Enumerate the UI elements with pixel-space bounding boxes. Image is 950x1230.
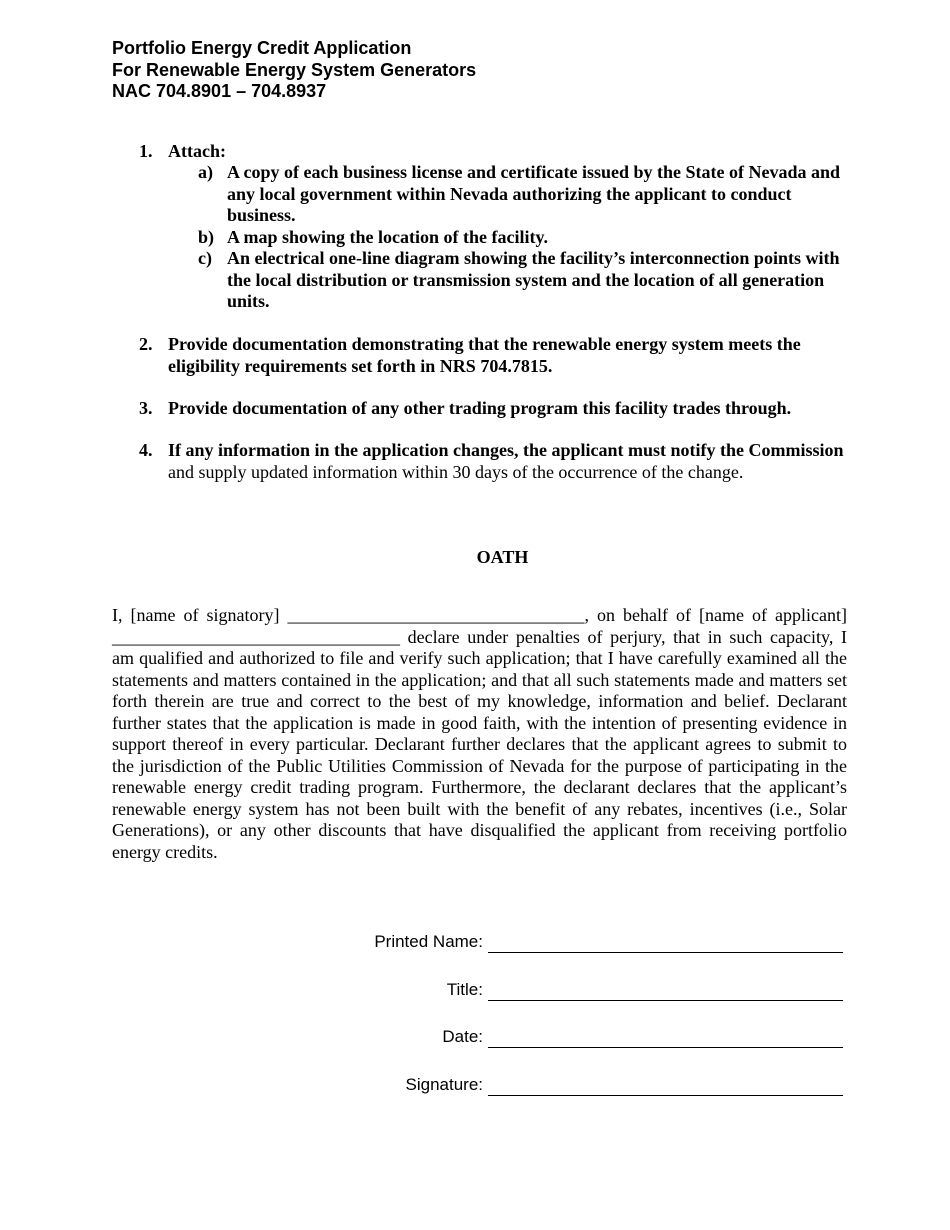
subitem-letter: c) xyxy=(198,248,212,268)
printed-name-line[interactable] xyxy=(488,952,843,953)
item-text: Provide documentation of any other trading program this facility trades through. xyxy=(168,398,792,418)
item-number: 2. xyxy=(139,334,153,354)
oath-line-signatory: I, [name of signatory] _________________________________, on behalf of [name of applicant] xyxy=(112,605,847,625)
item-text-bold: If any information in the application changes, the applicant must notify the Commission xyxy=(168,440,844,460)
subitem-letter: b) xyxy=(198,227,215,247)
item-text: Provide documentation demonstrating that the renewable energy system meets the eligibility requirements set forth in NRS 704.7815. xyxy=(168,334,801,376)
subitem-text: An electrical one-line diagram showing the facility’s interconnection points with the local distribution or transmission system and the location of all generation units. xyxy=(227,248,840,311)
subitem-letter: a) xyxy=(198,162,213,182)
item-number: 4. xyxy=(139,440,153,460)
header-regulation: NAC 704.8901 – 704.8937 xyxy=(112,81,327,101)
title-label: Title: xyxy=(446,980,483,999)
signature-row xyxy=(300,1075,845,1099)
subitem-text: A copy of each business license and certificate issued by the State of Nevada and any local government within Nevada authorizing the applicant to conduct business. xyxy=(227,162,840,225)
oath-paragraph: am qualified and authorized to file and verify such application; that I have carefully examined all the statements and matters contained in the application; and that all such statements made and matters set forth therein are true and correct to the best of my knowledge, information and belief. Declarant further states that the application is made in good faith, with the intention of presenting evidence in support thereof in every particular. Declarant further declares that the applicant agrees to submit to the jurisdiction of the Public Utilities Commission of Nevada for the purpose of participating in the renewable energy credit trading program. Furthermore, the declarant declares that the applicant’s renewable energy system has not been built with the benefit of any rebates, incentives (i.e., Solar Generations), or any other discounts that have disqualified the applicant from receiving portfolio energy credits. xyxy=(112,648,847,862)
date-line[interactable] xyxy=(488,1047,843,1048)
printed-name-row xyxy=(300,932,845,956)
oath-body xyxy=(112,605,847,863)
title-row xyxy=(300,980,845,1004)
oath-line-declare: ________________________________ declare under penalties of perjury, that in such capacity, I xyxy=(112,626,847,647)
oath-title: OATH xyxy=(476,547,529,567)
printed-name-label: Printed Name: xyxy=(374,932,483,951)
item-label: Attach: xyxy=(168,141,226,161)
item-text-regular: and supply updated information within 30 days of the occurrence of the change. xyxy=(168,461,744,482)
title-line[interactable] xyxy=(488,1000,843,1001)
item-text xyxy=(168,440,848,483)
document-header xyxy=(112,38,476,103)
item-number: 3. xyxy=(139,398,153,418)
subitem-text: A map showing the location of the facility. xyxy=(227,227,549,247)
header-subtitle: For Renewable Energy System Generators xyxy=(112,59,477,80)
signature-line[interactable] xyxy=(488,1095,843,1096)
item-number: 1. xyxy=(139,141,153,161)
header-title: Portfolio Energy Credit Application xyxy=(112,38,412,58)
date-row xyxy=(300,1027,845,1051)
signature-label: Signature: xyxy=(405,1075,483,1094)
date-label: Date: xyxy=(442,1027,483,1046)
